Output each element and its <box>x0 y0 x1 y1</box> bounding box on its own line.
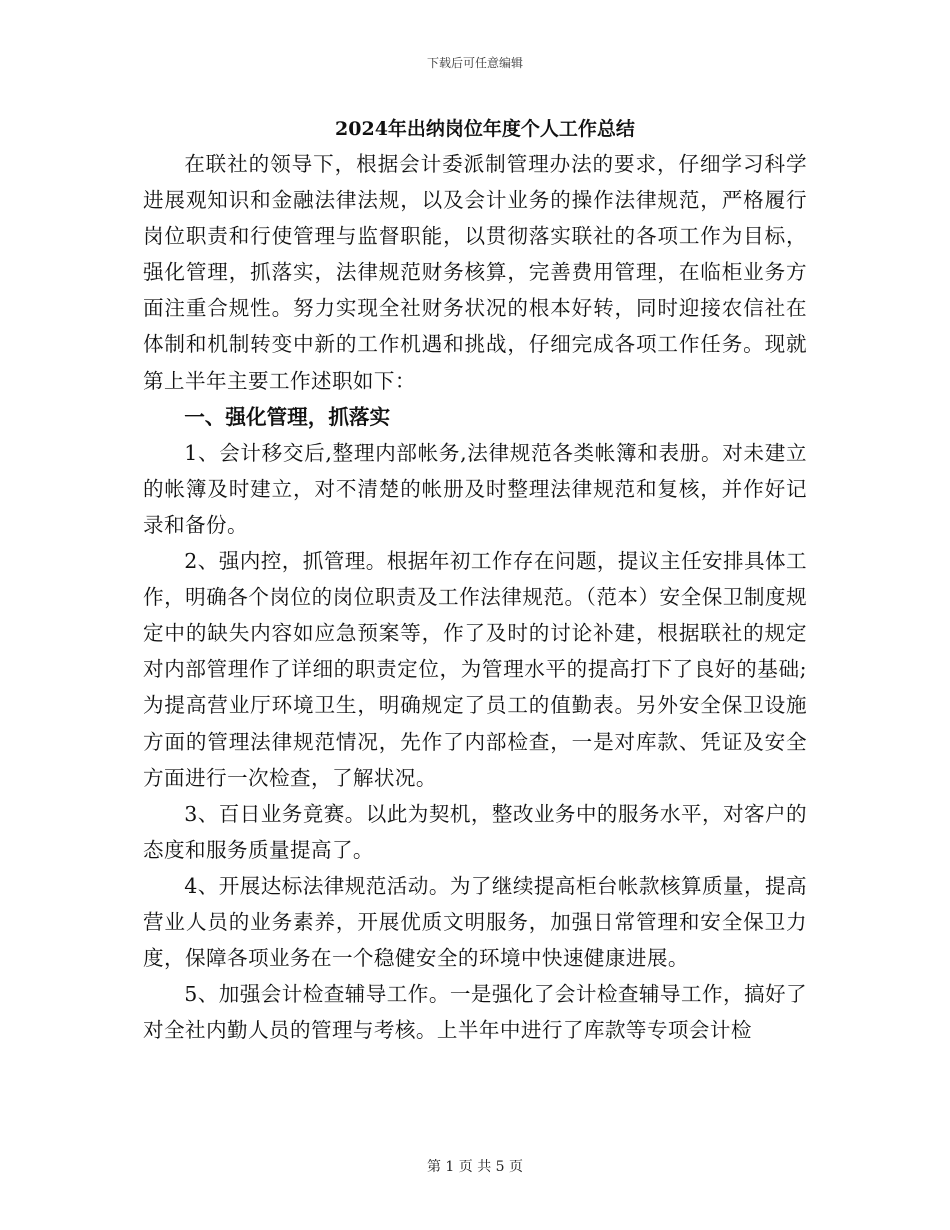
list-item: 1、会计移交后,整理内部帐务,法律规范各类帐簿和表册。对未建立的帐簿及时建立，对不清楚的帐册及时整理法律规范和复核，并作好记录和备份。 <box>143 440 807 537</box>
list-item: 4、开展达标法律规范活动。为了继续提高柜台帐款核算质量，提高营业人员的业务素养，开展优质文明服务，加强日常管理和安全保卫力度，保障各项业务在一个稳健安全的环境中快速健康进展。 <box>143 873 807 971</box>
list-item: 3、百日业务竟赛。以此为契机，整改业务中的服务水平，对客户的态度和服务质量提高了。 <box>143 801 807 862</box>
header-note: 下载后可任意编辑 <box>426 56 523 70</box>
document-body <box>143 112 807 1048</box>
document-title: 2024年出纳岗位年度个人工作总结 <box>335 118 635 140</box>
intro-paragraph: 在联社的领导下，根据会计委派制管理办法的要求，仔细学习科学进展观知识和金融法律法规，以及会计业务的操作法律规范，严格履行岗位职责和行使管理与监督职能，以贯彻落实联社的各项工作为目标，强化管理，抓落实，法律规范财务核算，完善费用管理，在临柜业务方面注重合规性。努力实现全社财务状况的根本好转，同时迎接农信社在体制和机制转变中新的工作机遇和挑战，仔细完成各项工作任务。现就第上半年主要工作述职如下： <box>143 152 807 393</box>
list-item: 2、强内控，抓管理。根据年初工作存在问题，提议主任安排具体工作，明确各个岗位的岗位职责及工作法律规范。（范本）安全保卫制度规定中的缺失内容如应急预案等，作了及时的讨论补建，根据联社的规定对内部管理作了详细的职责定位，为管理水平的提高打下了良好的基础;为提高营业厅环境卫生，明确规定了员工的值勤表。另外安全保卫设施方面的管理法律规范情况，先作了内部检查，一是对库款、凭证及安全方面进行一次检查，了解状况。 <box>143 549 807 790</box>
section-heading: 一、强化管理，抓落实 <box>184 404 391 429</box>
page-footer: 第 1 页 共 5 页 <box>426 1159 524 1175</box>
list-item: 5、加强会计检查辅导工作。一是强化了会计检查辅导工作，搞好了对全社内勤人员的管理与考核。上半年中进行了库款等专项会计检 <box>143 982 807 1043</box>
